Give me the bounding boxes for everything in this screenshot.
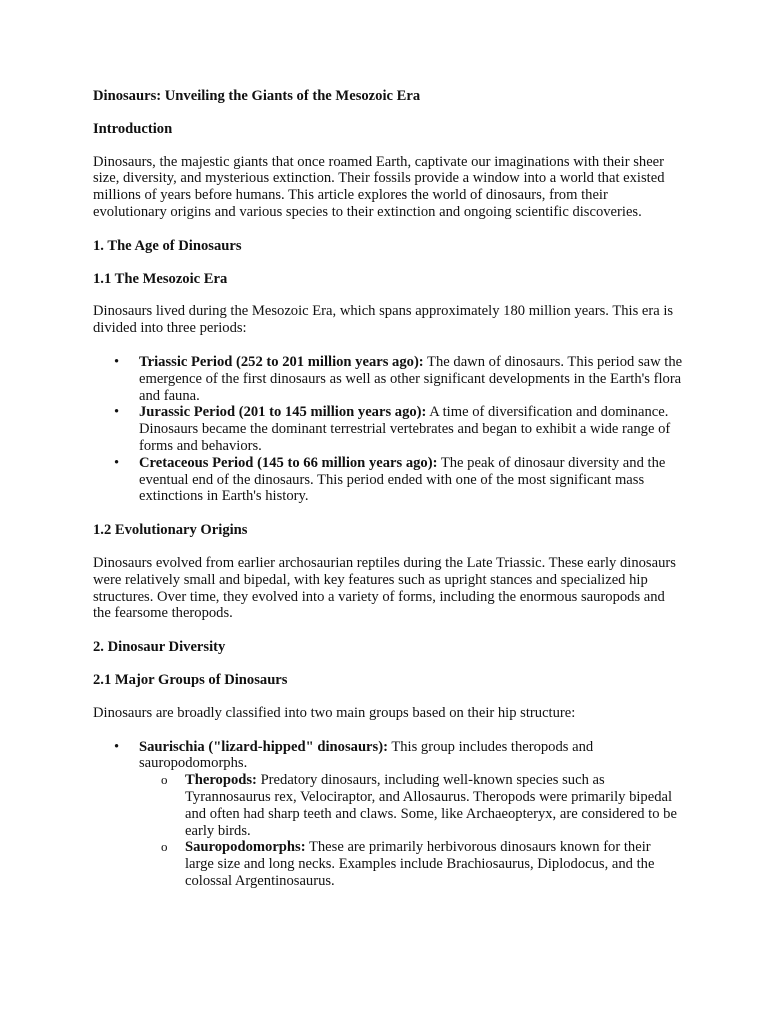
section-1-2-paragraph: Dinosaurs evolved from earlier archosaurian reptiles during the Late Triassic. These early dinosaurs were relatively small and bipedal, with key features such as upright stances and specialized hip structures. Over time, they evolved into a variety of forms, including the enormous sauropods and the fearsome theropods. [93,554,676,622]
list-item-cretaceous [93,455,683,505]
sublist-item-text: Predatory dinosaurs, including well-known species such as Tyrannosaurus rex, Velociraptor, and Allosaurus. Theropods were primarily bipedal and often had sharp teeth and claws. Some, like Archaeopteryx, are considered to be early birds. [185,772,677,839]
list-item-text: This group includes theropods and sauropodomorphs. [139,738,594,772]
section-1-2-heading: 1.2 Evolutionary Origins [93,522,248,539]
list-item-term: Saurischia ("lizard-hipped" dinosaurs): [139,738,388,755]
bullet-icon: • [114,738,120,755]
sublist-item-term: Theropods: [185,772,257,789]
bullet-icon: • [114,404,120,421]
intro-heading: Introduction [93,120,173,137]
document-page [93,88,683,907]
bullet-icon: • [114,353,120,370]
list-item-text: The dawn of dinosaurs. This period saw the emergence of the first dinosaurs as well as other significant developments in the Earth's flora and fauna. [139,353,683,404]
list-item-triassic [93,354,683,404]
periods-list [93,354,683,505]
circle-bullet-icon: o [161,839,168,855]
sublist-item-sauropodomorphs [139,839,683,889]
section-2-heading: 2. Dinosaur Diversity [93,639,226,656]
section-1-heading: 1. The Age of Dinosaurs [93,237,242,254]
sublist-item-term: Sauropodomorphs: [185,839,306,856]
document-title: Dinosaurs: Unveiling the Giants of the Mesozoic Era [93,88,421,104]
sublist-item-text: These are primarily herbivorous dinosaurs known for their large size and long necks. Examples include Brachiosaurus, Diplodocus, and the colossal Argentinosaurus. [185,839,655,889]
section-2-1-heading: 2.1 Major Groups of Dinosaurs [93,671,288,688]
section-1-1-heading: 1.1 The Mesozoic Era [93,270,228,287]
list-item-text: A time of diversification and dominance. Dinosaurs became the dominant terrestrial vertebrates and began to exhibit a wide range of forms and behaviors. [139,404,671,454]
dinosaur-groups-list [93,739,683,890]
list-item-text: The peak of dinosaur diversity and the eventual end of the dinosaurs. This period ended with one of the most significant mass extinctions in Earth's history. [139,454,666,505]
intro-paragraph: Dinosaurs, the majestic giants that once roamed Earth, captivate our imaginations with their sheer size, diversity, and mysterious extinction. Their fossils provide a window into a world that existed millions of years before humans. This article explores the world of dinosaurs, from their evolutionary origins and various species to their extinction and ongoing scientific discoveries. [93,153,665,220]
list-item-jurassic [93,404,683,454]
saurischia-sublist [139,772,683,890]
list-item-term: Jurassic Period (201 to 145 million years ago): [139,404,427,421]
section-1-1-paragraph: Dinosaurs lived during the Mesozoic Era, which spans approximately 180 million years. This era is divided into three periods: [93,303,674,337]
bullet-icon: • [114,454,120,471]
list-item-saurischia [93,739,683,890]
circle-bullet-icon: o [161,772,168,788]
list-item-term: Triassic Period (252 to 201 million years ago): [139,353,424,370]
sublist-item-theropods [139,772,683,839]
section-2-1-paragraph: Dinosaurs are broadly classified into two main groups based on their hip structure: [93,704,576,721]
list-item-term: Cretaceous Period (145 to 66 million years ago): [139,454,438,471]
